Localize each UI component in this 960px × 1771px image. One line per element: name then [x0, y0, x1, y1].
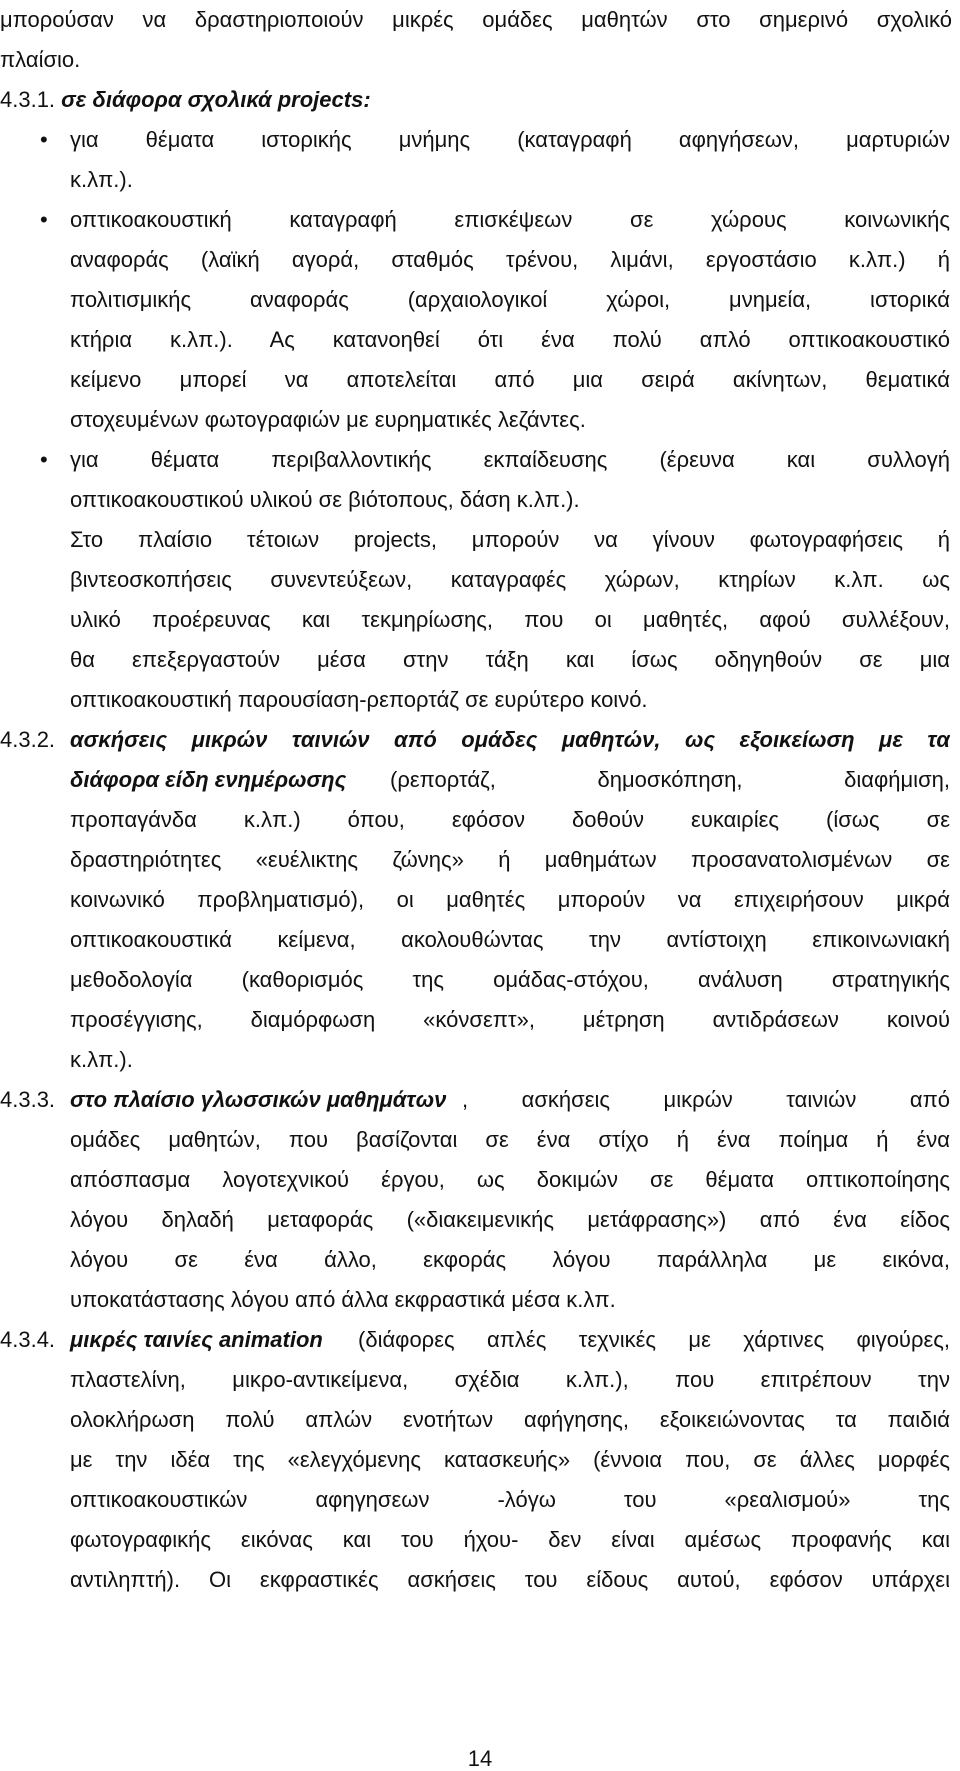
bullet-marker: •	[40, 127, 48, 152]
page-number: 14	[467, 1746, 493, 1771]
paragraph-line: πλαστελίνη, μικρο-αντικείμενα, σχέδια κ.λπ.), που επιτρέπουν την	[70, 1367, 950, 1392]
paragraph-line: με την ιδέα της «ελεγχόμενης κατασκευής» (έννοια που, σε άλλες μορφές	[70, 1447, 950, 1472]
bullet-line: για θέματα περιβαλλοντικής εκπαίδευσης (έρευνα και συλλογή	[70, 447, 950, 472]
paragraph-line: κοινωνικό προβληματισμό), οι μαθητές μπορούν να επιχειρήσουν μικρά	[70, 887, 950, 912]
paragraph-line: υλικό προέρευνας και τεκμηρίωσης, που οι μαθητές, αφού συλλέξουν,	[70, 607, 950, 632]
bullet-line: οπτικοακουστική καταγραφή επισκέψεων σε χώρους κοινωνικής	[70, 207, 950, 232]
paragraph-line: προσέγγισης, διαμόρφωση «κόνσεπτ», μέτρηση αντιδράσεων κοινού	[70, 1007, 950, 1032]
section-title: σε διάφορα σχολικά projects:	[61, 87, 371, 112]
paragraph-line: ομάδες μαθητών, που βασίζονται σε ένα στίχο ή ένα ποίημα ή ένα	[70, 1127, 950, 1152]
paragraph-line: οπτικοακουστικών αφηγησεων -λόγω του «ρεαλισμού» της	[70, 1487, 950, 1512]
section-heading-4-3-1	[0, 80, 371, 120]
section-title: ασκήσεις μικρών ταινιών από ομάδες μαθητών, ως εξοικείωση με τα	[70, 727, 950, 752]
bullet-line: κείμενο μπορεί να αποτελείται από μια σειρά ακίνητων, θεματικά	[70, 367, 950, 392]
section-number-4-3-2: 4.3.2.	[0, 727, 56, 752]
paragraph-line: οπτικοακουστικά κείμενα, ακολουθώντας την αντίστοιχη επικοινωνιακή	[70, 927, 950, 952]
bullet-line: στοχευμένων φωτογραφιών με ευρηματικές λεζάντες.	[70, 407, 586, 432]
paragraph-line: προπαγάνδα κ.λπ.) όπου, εφόσον δοθούν ευκαιρίες (ίσως σε	[70, 807, 950, 832]
paragraph-line: αντιληπτή). Οι εκφραστικές ασκήσεις του είδους αυτού, εφόσον υπάρχει	[70, 1567, 950, 1592]
paragraph-line: θα επεξεργαστούν μέσα στην τάξη και ίσως οδηγηθούν σε μια	[70, 647, 950, 672]
paragraph-line: απόσπασμα λογοτεχνικού έργου, ως δοκιμών σε θέματα οπτικοποίησης	[70, 1167, 950, 1192]
bullet-line: πολιτισμικής αναφοράς (αρχαιολογικοί χώροι, μνημεία, ιστορικά	[70, 287, 950, 312]
bullet-marker: •	[40, 447, 48, 472]
section-number-4-3-3: 4.3.3.	[0, 1087, 56, 1112]
section-title: μικρές ταινίες animation	[70, 1327, 323, 1352]
section-title: στο πλαίσιο γλωσσικών μαθημάτων	[70, 1087, 447, 1112]
paragraph-line: (διάφορες απλές τεχνικές με χάρτινες φιγούρες,	[358, 1327, 950, 1352]
section-number-4-3-4: 4.3.4.	[0, 1327, 56, 1352]
paragraph-line: μπορούσαν να δραστηριοποιούν μικρές ομάδες μαθητών στο σημερινό σχολικό	[0, 7, 952, 32]
bullet-line: για θέματα ιστορικής μνήμης (καταγραφή αφηγήσεων, μαρτυριών	[70, 127, 950, 152]
paragraph-line: υποκατάστασης λόγου από άλλα εκφραστικά μέσα κ.λπ.	[70, 1287, 616, 1312]
paragraph-line: , ασκήσεις μικρών ταινιών από	[462, 1087, 950, 1112]
paragraph-line: λόγου σε ένα άλλο, εκφοράς λόγου παράλληλα με εικόνα,	[70, 1247, 950, 1272]
section-number: 4.3.1.	[0, 87, 56, 112]
paragraph-line: μεθοδολογία (καθορισμός της ομάδας-στόχου, ανάλυση στρατηγικής	[70, 967, 950, 992]
paragraph-line: (ρεπορτάζ, δημοσκόπηση, διαφήμιση,	[390, 767, 950, 792]
bullet-line: αναφοράς (λαϊκή αγορά, σταθμός τρένου, λιμάνι, εργοστάσιο κ.λπ.) ή	[70, 247, 950, 272]
section-title: διάφορα είδη ενημέρωσης	[70, 767, 347, 792]
paragraph-line: οπτικοακουστική παρουσίαση-ρεπορτάζ σε ευρύτερο κοινό.	[70, 687, 648, 712]
paragraph-line: δραστηριότητες «ευέλικτης ζώνης» ή μαθημάτων προσανατολισμένων σε	[70, 847, 950, 872]
paragraph-line: ολοκλήρωση πολύ απλών ενοτήτων αφήγησης, εξοικειώνοντας τα παιδιά	[70, 1407, 950, 1432]
bullet-line: κ.λπ.).	[70, 167, 133, 192]
bullet-line: κτήρια κ.λπ.). Ας κατανοηθεί ότι ένα πολύ απλό οπτικοακουστικό	[70, 327, 950, 352]
bullet-line: οπτικοακουστικού υλικού σε βιότοπους, δάση κ.λπ.).	[70, 487, 580, 512]
paragraph-line: βιντεοσκοπήσεις συνεντεύξεων, καταγραφές χώρων, κτηρίων κ.λπ. ως	[70, 567, 950, 592]
paragraph-line: κ.λπ.).	[70, 1047, 133, 1072]
paragraph-line: Στο πλαίσιο τέτοιων projects, μπορούν να γίνουν φωτογραφήσεις ή	[70, 527, 950, 552]
bullet-marker: •	[40, 207, 48, 232]
paragraph-line: φωτογραφικής εικόνας και του ήχου- δεν είναι αμέσως προφανής και	[70, 1527, 950, 1552]
paragraph-line: λόγου δηλαδή μεταφοράς («διακειμενικής μετάφρασης») από ένα είδος	[70, 1207, 950, 1232]
paragraph-line: πλαίσιο.	[0, 47, 81, 72]
